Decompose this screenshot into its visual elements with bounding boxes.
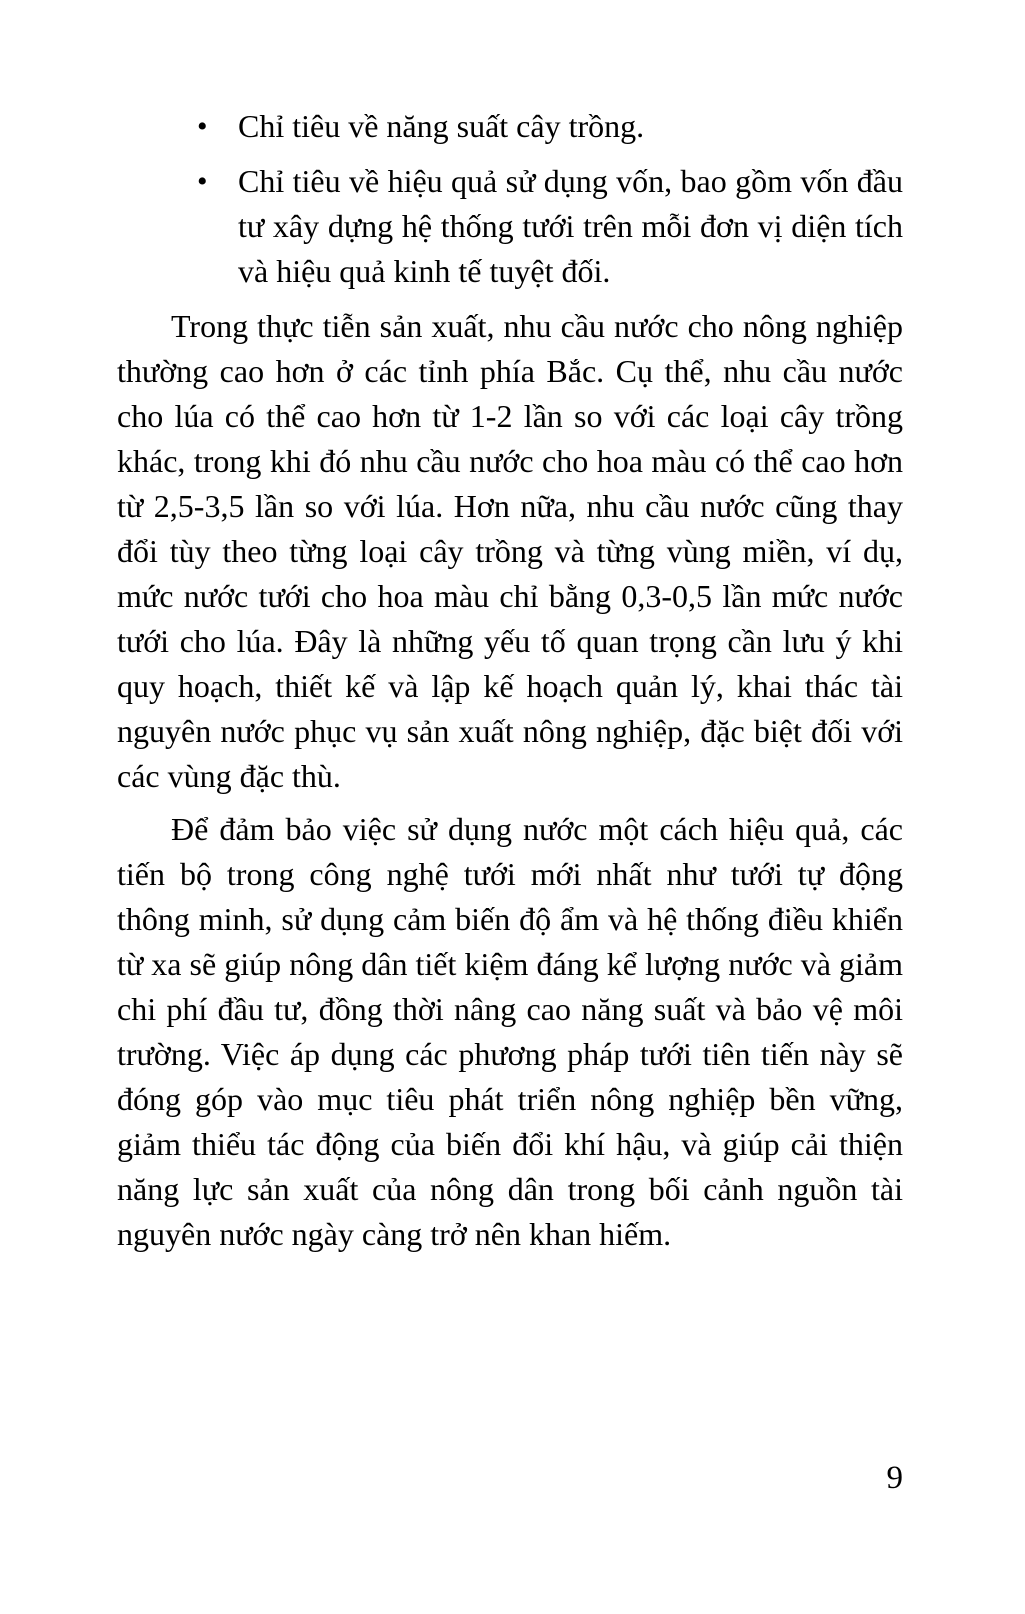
list-item-text: Chỉ tiêu về hiệu quả sử dụng vốn, bao gồm vốn đầu tư xây dựng hệ thống tưới trên mỗi đơn vị diện tích và hiệu quả kinh tế tuyệt đối.	[238, 163, 903, 289]
paragraph: Trong thực tiễn sản xuất, nhu cầu nước cho nông nghiệp thường cao hơn ở các tỉnh phía Bắc. Cụ thể, nhu cầu nước cho lúa có thể cao hơn từ 1-2 lần so với các loại cây trồng khác, trong khi đó nhu cầu nước cho hoa màu có thể cao hơn từ 2,5-3,5 lần so với lúa. Hơn nữa, nhu cầu nước cũng thay đổi tùy theo từng loại cây trồng và từng vùng miền, ví dụ, mức nước tưới cho hoa màu chỉ bằng 0,3-0,5 lần mức nước tưới cho lúa. Đây là những yếu tố quan trọng cần lưu ý khi quy hoạch, thiết kế và lập kế hoạch quản lý, khai thác tài nguyên nước phục vụ sản xuất nông nghiệp, đặc biệt đối với các vùng đặc thù.	[117, 308, 903, 794]
bullet-icon: •	[197, 165, 208, 198]
bullet-icon: •	[197, 110, 208, 143]
paragraph: Để đảm bảo việc sử dụng nước một cách hiệu quả, các tiến bộ trong công nghệ tưới mới nhất như tưới tự động thông minh, sử dụng cảm biến độ ẩm và hệ thống điều khiển từ xa sẽ giúp nông dân tiết kiệm đáng kể lượng nước và giảm chi phí đầu tư, đồng thời nâng cao năng suất và bảo vệ môi trường. Việc áp dụng các phương pháp tưới tiên tiến này sẽ đóng góp vào mục tiêu phát triển nông nghiệp bền vững, giảm thiểu tác động của biến đổi khí hậu, và giúp cải thiện năng lực sản xuất của nông dân trong bối cảnh nguồn tài nguyên nước ngày càng trở nên khan hiếm.	[117, 811, 903, 1252]
bullet-list	[117, 104, 903, 294]
text-content	[117, 104, 903, 1257]
list-item	[117, 159, 903, 294]
list-item	[117, 104, 903, 149]
list-item-text: Chỉ tiêu về năng suất cây trồng.	[238, 108, 645, 144]
page-number: 9	[886, 1460, 903, 1496]
